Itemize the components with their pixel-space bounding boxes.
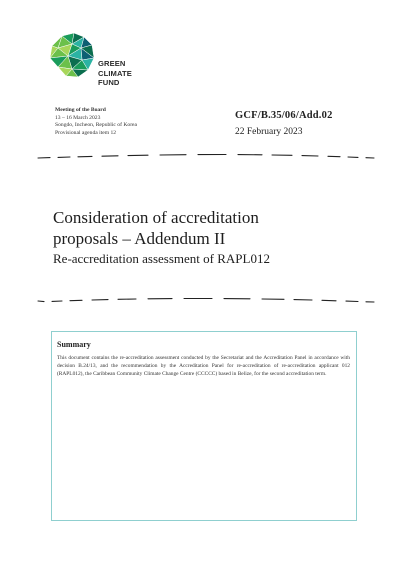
document-title-block [53,207,373,267]
meeting-location: Songdo, Incheon, Republic of Korea [55,122,138,129]
logo-line-fund: FUND [98,78,120,88]
document-title-line1: Consideration of accreditation [53,208,259,227]
logo-line-green: GREEN [98,59,126,68]
document-title-line2: proposals – Addendum II [53,229,226,248]
logo-line-climate: CLIMATE [98,68,132,78]
bottom-dashed-divider [36,294,376,306]
document-date: 22 February 2023 [235,127,303,137]
agenda-item: Provisional agenda item 12 [55,129,117,136]
summary-body: This document contains the re-accreditation assessment conducted by the Secretariat and the Accreditation Panel in accordance with decision B.24/13, and the recommendation by the Accreditation Panel for re-accreditation of re-accreditation applicant 012 (RAPL012), the Caribbean Community Climate Change Centre (CCCCC) based in Belize, for the second accreditation term. [57,355,350,377]
top-dashed-divider [36,150,376,162]
globe-logo-icon [48,32,100,80]
summary-heading: Summary [57,340,91,349]
document-subtitle: Re-accreditation assessment of RAPL012 [53,251,270,266]
meeting-info [55,107,137,137]
summary-box [51,331,357,521]
logo-wordmark [98,59,132,88]
document-reference [235,109,333,139]
document-symbol: GCF/B.35/06/Add.02 [235,110,333,121]
meeting-title: Meeting of the Board [55,107,106,113]
meeting-dates: 13 – 16 March 2023 [55,114,101,121]
